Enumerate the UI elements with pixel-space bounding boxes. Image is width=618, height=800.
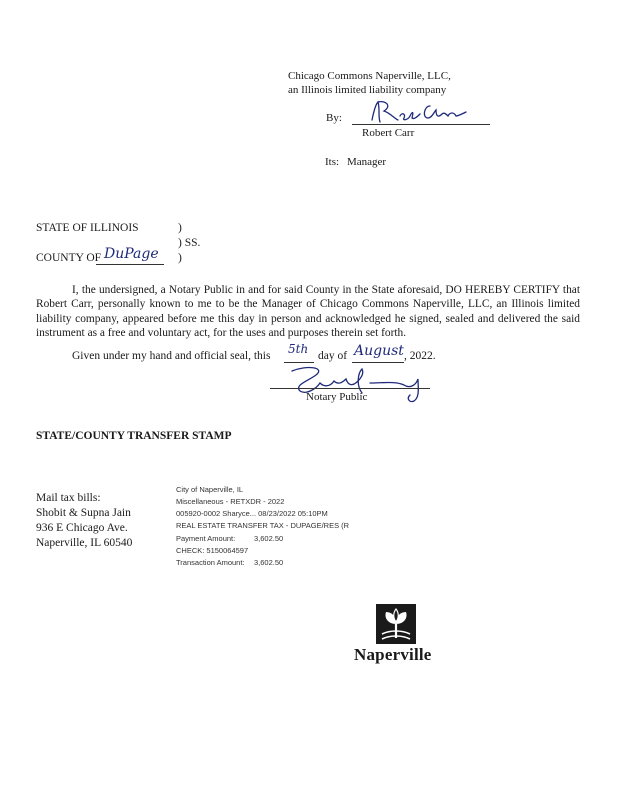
transaction-amount-value: 3,602.50 (254, 558, 284, 567)
naperville-logo-icon (376, 604, 416, 644)
payment-amount-value: 3,602.50 (254, 534, 284, 543)
mail-name: Shobit & Supna Jain (36, 507, 131, 519)
notary-public-label: Notary Public (306, 391, 368, 403)
transfer-stamp-heading: STATE/COUNTY TRANSFER STAMP (36, 430, 232, 442)
receipt-line-4: REAL ESTATE TRANSFER TAX - DUPAGE/RES (R (176, 521, 350, 530)
its-value: Manager (347, 156, 387, 168)
by-label: By: (326, 112, 342, 124)
given-text: Given under my hand and official seal, this (72, 350, 271, 362)
mail-tax-bills-label: Mail tax bills: (36, 492, 101, 504)
check-line: CHECK: 5150064597 (176, 546, 249, 555)
venue-paren-bottom: ) (178, 252, 182, 264)
transaction-amount-label: Transaction Amount: (176, 558, 245, 567)
company-description-line: an Illinois limited liability company (288, 84, 447, 96)
day-handwritten-value: 5th (288, 342, 309, 356)
day-of-text: day of (318, 350, 348, 362)
signer-name: Robert Carr (362, 127, 415, 139)
receipt-line-3: 005920-0002 Sharyce... 08/23/2022 05:10PM (176, 509, 328, 518)
county-label: COUNTY OF (36, 252, 102, 264)
company-name-line: Chicago Commons Naperville, LLC, (288, 70, 451, 82)
certification-paragraph: I, the undersigned, a Notary Public in and for said County in the State aforesaid, DO HEREBY CERTIFY that Robert Carr, personally known to me to be the Manager of Chicago Commons Naperville, LLC, an Illinois limited liability company, appeared before me this day in person and acknowledged he signed, sealed and delivered the said instrument as a free and voluntary act, for the uses and purposes therein set forth. (36, 284, 580, 340)
naperville-wordmark: Naperville (354, 645, 432, 664)
payment-amount-label: Payment Amount: (176, 534, 236, 543)
venue-ss: ) SS. (178, 237, 201, 249)
mail-city: Naperville, IL 60540 (36, 537, 133, 549)
mail-street: 936 E Chicago Ave. (36, 522, 128, 534)
month-handwritten-value: August (354, 343, 404, 359)
robert-carr-signature (368, 98, 468, 126)
notary-signature-line (270, 388, 430, 389)
its-label: Its: (325, 156, 340, 168)
venue-paren-top: ) (178, 222, 182, 234)
receipt-line-1: City of Naperville, IL (176, 485, 244, 494)
county-underline (96, 264, 164, 265)
county-handwritten-value: DuPage (104, 246, 159, 262)
year-text: , 2022. (404, 350, 436, 362)
receipt-line-2: Miscellaneous - RETXDR - 2022 (176, 497, 285, 506)
state-label: STATE OF ILLINOIS (36, 222, 139, 234)
